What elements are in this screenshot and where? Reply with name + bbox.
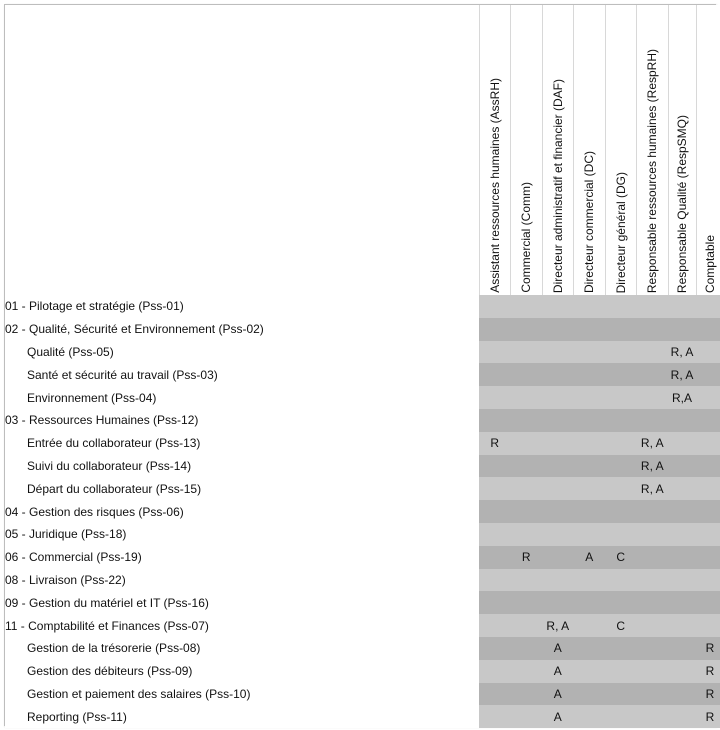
raci-body bbox=[5, 295, 720, 728]
raci-cell bbox=[696, 500, 720, 523]
raci-cell bbox=[637, 660, 669, 683]
table-row bbox=[5, 523, 720, 546]
raci-cell bbox=[542, 295, 574, 318]
process-label: 11 - Comptabilité et Finances (Pss-07) bbox=[5, 614, 479, 637]
raci-cell bbox=[574, 477, 606, 500]
process-label: Environnement (Pss-04) bbox=[5, 386, 479, 409]
process-label: 01 - Pilotage et stratégie (Pss-01) bbox=[5, 295, 479, 318]
raci-cell bbox=[479, 386, 511, 409]
table-row bbox=[5, 409, 720, 432]
raci-cell bbox=[511, 386, 543, 409]
table-row bbox=[5, 341, 720, 364]
role-header-dc bbox=[574, 5, 606, 295]
raci-cell bbox=[574, 409, 606, 432]
raci-cell bbox=[511, 341, 543, 364]
process-label: 08 - Livraison (Pss-22) bbox=[5, 569, 479, 592]
role-header-comm bbox=[511, 5, 543, 295]
raci-cell bbox=[511, 637, 543, 660]
raci-cell bbox=[542, 569, 574, 592]
raci-cell bbox=[574, 386, 606, 409]
raci-cell: R, A bbox=[637, 432, 669, 455]
raci-cell bbox=[479, 569, 511, 592]
raci-cell bbox=[696, 546, 720, 569]
raci-cell bbox=[637, 683, 669, 706]
raci-cell bbox=[479, 523, 511, 546]
raci-cell bbox=[605, 295, 637, 318]
raci-cell bbox=[637, 386, 669, 409]
raci-cell bbox=[668, 500, 696, 523]
raci-cell bbox=[574, 614, 606, 637]
raci-cell bbox=[479, 591, 511, 614]
raci-cell bbox=[542, 477, 574, 500]
table-row bbox=[5, 295, 720, 318]
raci-cell bbox=[696, 363, 720, 386]
process-label: 03 - Ressources Humaines (Pss-12) bbox=[5, 409, 479, 432]
process-label: Gestion et paiement des salaires (Pss-10) bbox=[5, 683, 479, 706]
raci-cell: A bbox=[574, 546, 606, 569]
raci-cell bbox=[479, 318, 511, 341]
raci-cell bbox=[668, 409, 696, 432]
role-header-label: Assistant ressources humaines (AssRH) bbox=[487, 78, 502, 293]
table-row bbox=[5, 614, 720, 637]
raci-cell bbox=[511, 500, 543, 523]
raci-cell: R, A bbox=[542, 614, 574, 637]
raci-cell: R bbox=[511, 546, 543, 569]
raci-cell bbox=[637, 341, 669, 364]
raci-cell bbox=[511, 569, 543, 592]
raci-cell bbox=[511, 409, 543, 432]
raci-cell bbox=[668, 477, 696, 500]
raci-cell bbox=[637, 363, 669, 386]
raci-cell: R bbox=[696, 683, 720, 706]
raci-cell bbox=[479, 660, 511, 683]
raci-cell: R bbox=[696, 705, 720, 728]
raci-cell bbox=[696, 409, 720, 432]
raci-cell bbox=[574, 295, 606, 318]
raci-cell: R bbox=[479, 432, 511, 455]
raci-cell bbox=[668, 523, 696, 546]
raci-cell bbox=[637, 409, 669, 432]
raci-cell bbox=[696, 477, 720, 500]
raci-cell bbox=[605, 318, 637, 341]
process-label: Qualité (Pss-05) bbox=[5, 341, 479, 364]
raci-cell bbox=[637, 523, 669, 546]
process-label: 02 - Qualité, Sécurité et Environnement (Pss-02) bbox=[5, 318, 479, 341]
raci-cell bbox=[605, 569, 637, 592]
raci-cell bbox=[574, 523, 606, 546]
raci-cell bbox=[605, 637, 637, 660]
table-row bbox=[5, 705, 720, 728]
raci-cell bbox=[511, 705, 543, 728]
raci-cell bbox=[479, 409, 511, 432]
raci-cell bbox=[637, 637, 669, 660]
raci-cell: R, A bbox=[668, 341, 696, 364]
raci-cell bbox=[511, 432, 543, 455]
raci-cell bbox=[668, 455, 696, 478]
process-label: Entrée du collaborateur (Pss-13) bbox=[5, 432, 479, 455]
raci-cell bbox=[696, 591, 720, 614]
raci-cell bbox=[479, 295, 511, 318]
raci-cell bbox=[511, 523, 543, 546]
raci-cell bbox=[574, 637, 606, 660]
process-label: Reporting (Pss-11) bbox=[5, 705, 479, 728]
raci-cell bbox=[668, 591, 696, 614]
raci-cell bbox=[605, 386, 637, 409]
process-label: Départ du collaborateur (Pss-15) bbox=[5, 477, 479, 500]
raci-cell: R bbox=[696, 637, 720, 660]
raci-cell bbox=[542, 500, 574, 523]
raci-cell bbox=[479, 683, 511, 706]
raci-cell bbox=[574, 591, 606, 614]
raci-cell bbox=[574, 318, 606, 341]
role-header-label: Commercial (Comm) bbox=[519, 182, 534, 293]
table-row bbox=[5, 546, 720, 569]
raci-cell bbox=[696, 614, 720, 637]
raci-cell bbox=[479, 546, 511, 569]
raci-cell bbox=[605, 409, 637, 432]
role-header-resprh bbox=[637, 5, 669, 295]
raci-cell bbox=[542, 546, 574, 569]
raci-cell bbox=[479, 455, 511, 478]
raci-cell: C bbox=[605, 546, 637, 569]
raci-cell: R, A bbox=[637, 477, 669, 500]
raci-cell bbox=[668, 637, 696, 660]
table-row bbox=[5, 363, 720, 386]
raci-cell bbox=[542, 523, 574, 546]
raci-cell bbox=[605, 432, 637, 455]
raci-cell bbox=[668, 569, 696, 592]
raci-cell bbox=[668, 546, 696, 569]
raci-cell bbox=[668, 614, 696, 637]
process-label: 05 - Juridique (Pss-18) bbox=[5, 523, 479, 546]
raci-cell bbox=[696, 432, 720, 455]
raci-cell bbox=[605, 591, 637, 614]
role-header-label: Responsable Qualité (RespSMQ) bbox=[675, 114, 689, 293]
raci-cell bbox=[479, 341, 511, 364]
role-header-label: Comptable bbox=[703, 234, 718, 293]
raci-cell bbox=[696, 318, 720, 341]
raci-cell: A bbox=[542, 683, 574, 706]
raci-cell bbox=[479, 500, 511, 523]
raci-cell bbox=[542, 591, 574, 614]
raci-cell bbox=[605, 341, 637, 364]
raci-cell bbox=[668, 295, 696, 318]
process-label: Santé et sécurité au travail (Pss-03) bbox=[5, 363, 479, 386]
table-row bbox=[5, 660, 720, 683]
raci-cell bbox=[696, 341, 720, 364]
role-header-respsmq bbox=[668, 5, 696, 295]
raci-cell bbox=[574, 455, 606, 478]
table-row bbox=[5, 477, 720, 500]
raci-cell bbox=[605, 523, 637, 546]
raci-cell bbox=[511, 477, 543, 500]
raci-cell: R,A bbox=[668, 386, 696, 409]
role-header-label: Directeur administratif et financier (DAF) bbox=[550, 78, 565, 293]
process-label: Suivi du collaborateur (Pss-14) bbox=[5, 455, 479, 478]
raci-cell bbox=[574, 432, 606, 455]
raci-cell: C bbox=[605, 614, 637, 637]
table-row bbox=[5, 569, 720, 592]
raci-cell bbox=[479, 363, 511, 386]
raci-cell bbox=[605, 455, 637, 478]
raci-cell bbox=[696, 386, 720, 409]
process-label: Gestion des débiteurs (Pss-09) bbox=[5, 660, 479, 683]
raci-cell: A bbox=[542, 705, 574, 728]
raci-cell bbox=[637, 569, 669, 592]
raci-cell bbox=[637, 295, 669, 318]
raci-cell bbox=[605, 363, 637, 386]
raci-cell bbox=[542, 409, 574, 432]
table-row bbox=[5, 637, 720, 660]
raci-cell bbox=[479, 477, 511, 500]
raci-cell: R bbox=[696, 660, 720, 683]
table-row bbox=[5, 500, 720, 523]
raci-cell bbox=[542, 341, 574, 364]
raci-cell bbox=[637, 318, 669, 341]
raci-cell bbox=[542, 318, 574, 341]
raci-cell bbox=[511, 295, 543, 318]
table-row bbox=[5, 455, 720, 478]
raci-cell bbox=[574, 500, 606, 523]
process-label: 06 - Commercial (Pss-19) bbox=[5, 546, 479, 569]
raci-cell bbox=[637, 614, 669, 637]
process-label: 09 - Gestion du matériel et IT (Pss-16) bbox=[5, 591, 479, 614]
raci-cell bbox=[511, 614, 543, 637]
raci-cell: R, A bbox=[668, 363, 696, 386]
raci-matrix-frame bbox=[4, 4, 716, 726]
raci-cell bbox=[637, 546, 669, 569]
role-header-comptable bbox=[696, 5, 720, 295]
raci-cell bbox=[637, 705, 669, 728]
raci-cell bbox=[511, 455, 543, 478]
table-row bbox=[5, 318, 720, 341]
raci-cell bbox=[605, 683, 637, 706]
raci-cell bbox=[605, 705, 637, 728]
raci-cell bbox=[542, 432, 574, 455]
raci-cell bbox=[696, 569, 720, 592]
raci-cell bbox=[542, 455, 574, 478]
raci-cell bbox=[574, 705, 606, 728]
role-header-daf bbox=[542, 5, 574, 295]
header-row bbox=[5, 5, 720, 295]
raci-cell bbox=[605, 660, 637, 683]
raci-cell bbox=[542, 386, 574, 409]
raci-cell: A bbox=[542, 660, 574, 683]
raci-cell bbox=[637, 500, 669, 523]
role-header-label: Directeur général (DG) bbox=[613, 171, 628, 293]
raci-cell bbox=[479, 705, 511, 728]
raci-cell bbox=[668, 432, 696, 455]
process-label: Gestion de la trésorerie (Pss-08) bbox=[5, 637, 479, 660]
role-header-label: Responsable ressources humaines (RespRH) bbox=[645, 48, 660, 293]
table-row bbox=[5, 683, 720, 706]
raci-cell bbox=[668, 660, 696, 683]
table-row bbox=[5, 386, 720, 409]
raci-cell bbox=[511, 683, 543, 706]
raci-cell bbox=[696, 455, 720, 478]
raci-matrix-table bbox=[5, 5, 720, 728]
raci-cell bbox=[605, 500, 637, 523]
table-row bbox=[5, 591, 720, 614]
raci-cell bbox=[668, 705, 696, 728]
raci-cell bbox=[511, 591, 543, 614]
raci-cell bbox=[668, 318, 696, 341]
raci-cell bbox=[479, 614, 511, 637]
raci-cell bbox=[574, 569, 606, 592]
raci-cell bbox=[574, 683, 606, 706]
raci-cell bbox=[479, 637, 511, 660]
raci-cell bbox=[637, 591, 669, 614]
role-header-label: Directeur commercial (DC) bbox=[582, 150, 597, 293]
raci-cell bbox=[574, 660, 606, 683]
role-header-dg bbox=[605, 5, 637, 295]
raci-cell bbox=[696, 295, 720, 318]
raci-cell bbox=[668, 683, 696, 706]
process-label: 04 - Gestion des risques (Pss-06) bbox=[5, 500, 479, 523]
raci-cell bbox=[696, 523, 720, 546]
raci-cell bbox=[542, 363, 574, 386]
raci-cell: R, A bbox=[637, 455, 669, 478]
raci-cell bbox=[511, 363, 543, 386]
raci-cell bbox=[605, 477, 637, 500]
corner-cell bbox=[5, 5, 479, 295]
raci-cell: A bbox=[542, 637, 574, 660]
role-header-assrh bbox=[479, 5, 511, 295]
raci-cell bbox=[574, 363, 606, 386]
raci-cell bbox=[511, 660, 543, 683]
raci-cell bbox=[574, 341, 606, 364]
raci-cell bbox=[511, 318, 543, 341]
table-row bbox=[5, 432, 720, 455]
